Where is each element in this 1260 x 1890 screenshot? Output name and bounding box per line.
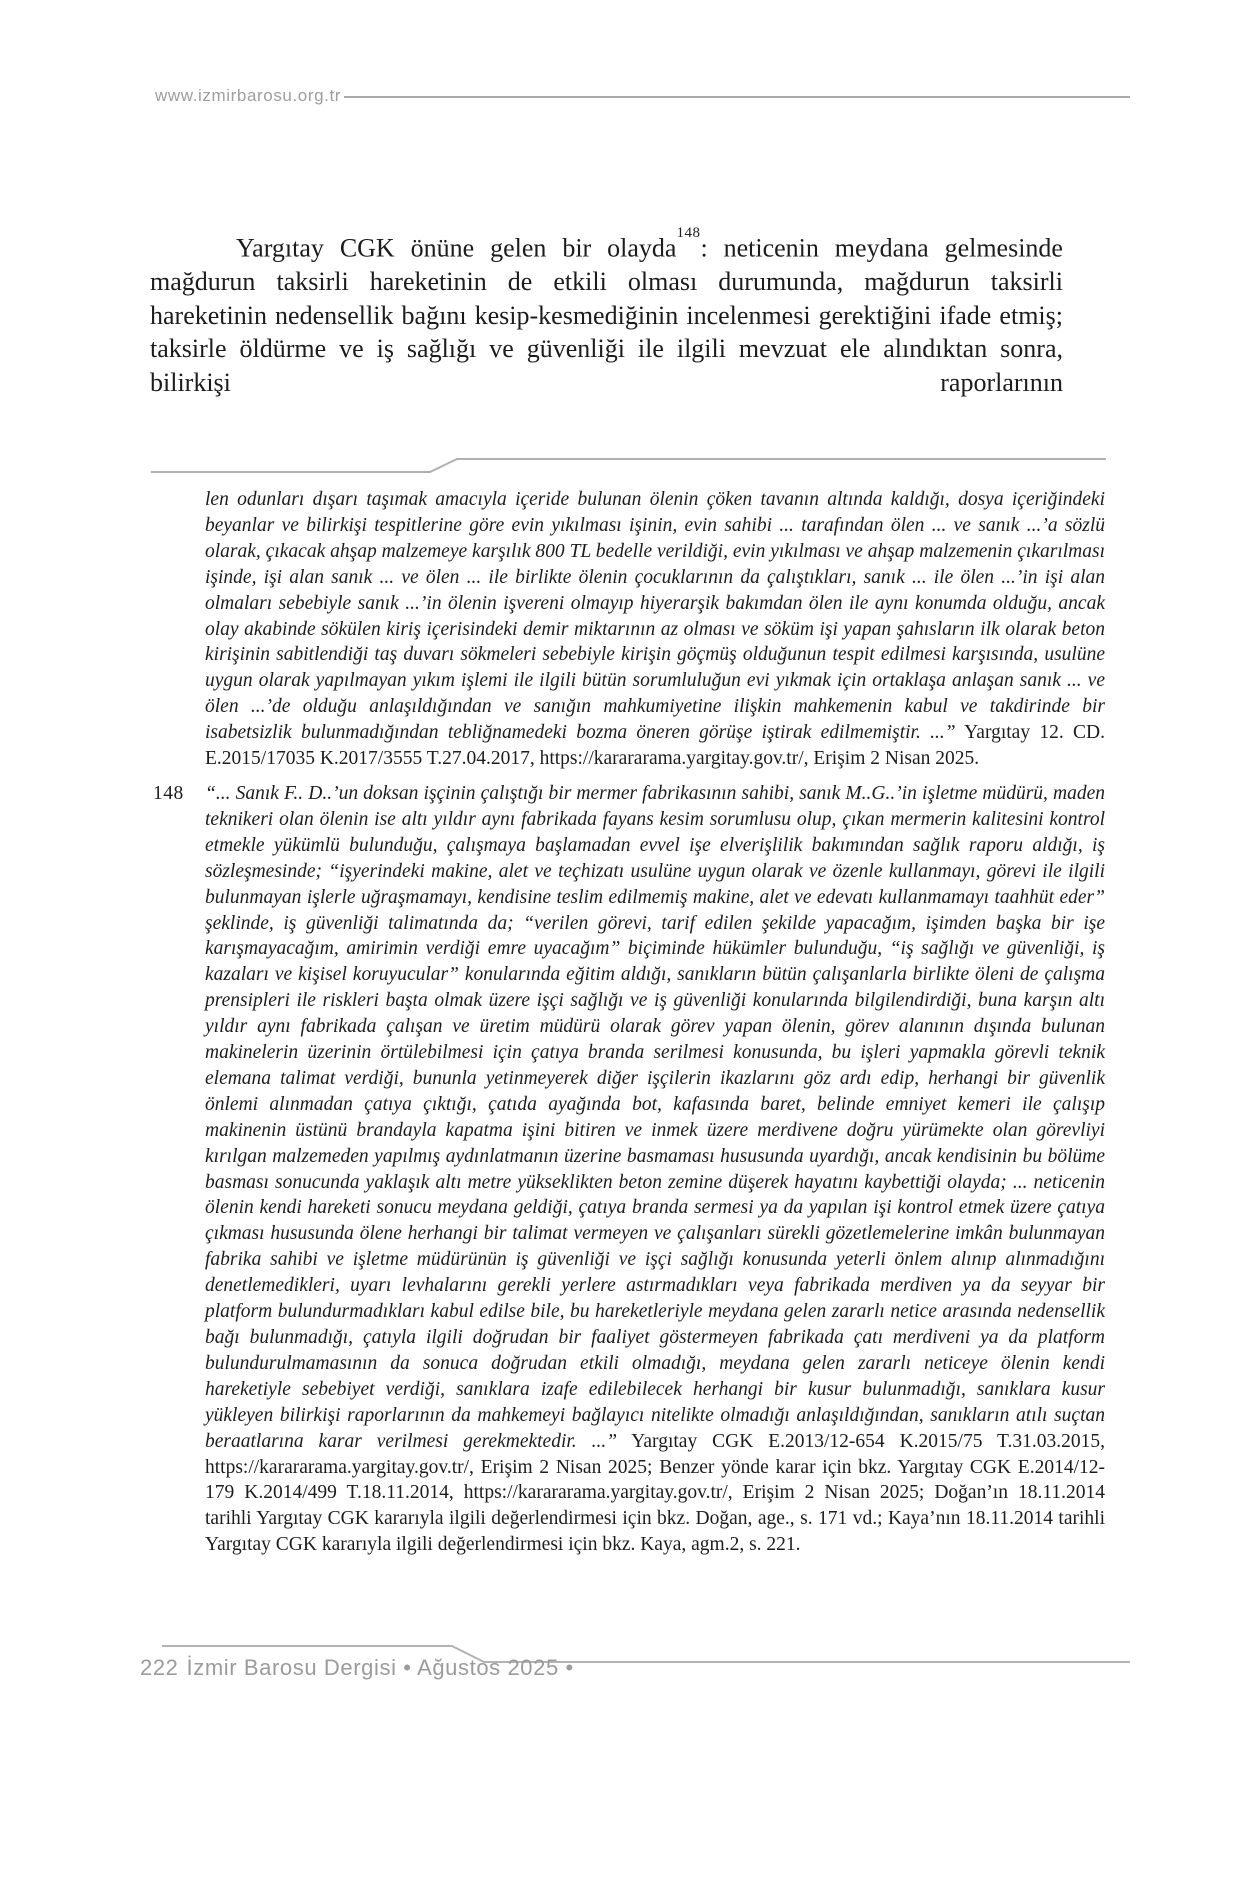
body-text-before-ref: Yargıtay CGK önüne gelen bir olayda: [236, 233, 677, 263]
header-rule: [344, 96, 1130, 98]
footnote-148-quote: “... Sanık F.. D..’un doksan işçinin çalıştığı bir mermer fabrikasının sahibi, sanık M..G..’in işletme müdürü, maden teknikeri olan ölenin ise altı yıldır aynı fabrikada fayans kesim sorumlusu olup, çıkan mermerin kalitesini kontrol etmekle yükümlü bulunduğu, çalışmaya başlamadan evvel işe elverişlilik bakımından sağlık raporu aldığı, iş sözleşmesinde; “işyerindeki makine, alet ve teçhizatı usulüne uygun olarak ve özenle kullanmayı, görevi ile ilgili bulunmayan işlerle uğraşmamayı, kendisine teslim edilmemiş makine, alet ve edevatı kullanmamayı taahhüt eder” şeklinde, iş güvenliği talimatında da; “verilen görevi, tarif edilen şekilde yapacağım, işimden başka bir işe karışmayacağım, amirimin verdiği emre uyacağım” biçiminde hükümler bulunduğu, “iş sağlığı ve güvenliği, iş kazaları ve kişisel koruyucular” konularında eğitim aldığı, sanıkların bütün çalışanlarla birlikte öleni de çalışma prensipleri ile riskleri başta olmak üzere işçi sağlığı ve iş güvenliği konularında bilgilendirdiği, buna karşın altı yıldır aynı fabrikada çalışan ve üretim müdürü olarak görev yapan ölenin, görev alanının dışında bulunan makinelerin üzerinin örtülebilmesi için çatıya branda serilmesi konusunda, bu işleri yapmakla görevli teknik elemana talimat verdiği, bununla yetinmeyerek diğer işçilerin ikazlarını göz ardı edip, herhangi bir güvenlik önlemi alınmadan çatıya çıktığı, çatıda ayağında bot, kafasında baret, belinde emniyet kemeri ile çalışıp makinenin üstünü brandayla kapatma işini bitiren ve inmek üzere merdivene doğru yürümekte olan görevliyi kırılgan malzemeden yapılmış aydınlatmanın üzerine basmaması hususunda uyardığı, ancak kendisinin bu bölüme basması sonucunda yaklaşık altı metre yükseklikten beton zemine düşerek hayatını kaybettiği olayda; ... neticenin ölenin kendi hareketi sonucu meydana geldiği, çatıya branda sermesi ya da yapılan işi kontrol etmek üzere çatıya çıkması hususunda ölene herhangi bir talimat vermeyen ve çalışanları sürekli gözetlemelerine imkân bulunmayan fabrika sahibi ve işletme müdürünün iş güvenliği ve işçi sağlığı konusunda yeterli önlem alınıp alınmadığını denetlemedikleri, uyarı levhalarını gerekli yerlere astırmadıkları veya fabrikada merdiven ya da seyyar bir platform bulundurmadıkları kabul edilse bile, bu hareketleriyle meydana gelen zararlı netice arasında nedensellik bağı bulunmadığı, çatıyla ilgili doğrudan bir faaliyet göstermeyen fabrikada çatı merdiveni ya da platform bulundurulmamasının da sonuca doğrudan etkili olmadığı, meydana gelen zararlı neticeye ölenin kendi hareketiyle sebebiyet verdiği, sanıklara izafe edilebilecek herhangi bir kusur bulunmadığı, sanıklara kusur yükleyen bilirkişi raporlarının da mahkemeyi bağlayıcı nitelikte olmadığı anlaşıldığından, sanıkların atılı suçtan beraatlarına karar verilmesi gerekmektedir. ...”: [205, 782, 1105, 1452]
footnote-continuation-quote: len odunları dışarı taşımak amacıyla içeride bulunan ölenin çöken tavanın altında kaldığı, dosya içeriğindeki beyanlar ve bilirkişi tespitlerine göre evin yıkılması işinin, evin sahibi ... tarafından ölen ... ve sanık ...’a sözlü olarak, çıkacak ahşap malzemeye karşılık 800 TL bedelle verildiği, evin yıkılması ve ahşap malzemenin çıkarılması işinde, işi alan sanık ... ve ölen ... ile birlikte ölenin çocuklarının da çalıştıkları, sanık ... ile ölen ...’in işi alan olmaları sebebiyle sanık ...’in ölenin işvereni olmayıp hiyerarşik bakımdan ölen ile aynı konumda olduğu, ancak olay akabinde sökülen kiriş içerisindeki demir miktarının az olması ve söküm işi yapan şahısların ilk olarak beton kirişinin sabitlendiği taş duvarı sökmeleri sebebiyle kirişin göçmüş olduğunun tespit edilmesi karşısında, usulüne uygun olarak yapılmayan yıkım işlemi ile ilgili bütün sorumluluğun evi yıkmak için ortaklaşa anlaşan sanık ... ve ölen ...’de olduğu anlaşıldığından ve sanığın mahkumiyetine ilişkin mahkemenin kabul ve takdirinde bir isabetsizlik bulunmadığından tebliğnamedeki bozma öneren görüşe iştirak edilmemiştir. ...”: [205, 489, 1105, 744]
page-footer: [140, 1655, 574, 1681]
body-paragraph: [150, 227, 1063, 400]
page-number: 222: [140, 1655, 179, 1680]
footnotes-section: [150, 487, 1105, 1558]
footnote-continuation-citation: Yargıtay 12. CD. E.2015/17035 K.2017/3555 T.27.04.2017, https://karararama.yargitay.gov.tr/, Erişim 2 Nisan 2025.: [205, 722, 1105, 770]
footnote-148: [150, 781, 1105, 1558]
footnote-ref-148: 148: [676, 225, 701, 241]
footnote-148-citation: Yargıtay CGK E.2013/12-654 K.2015/75 T.31.03.2015, https://karararama.yargitay.gov.tr/, Erişim 2 Nisan 2025; Benzer yönde karar için bkz. Yargıtay CGK E.2014/12-179 K.2014/499 T.18.11.2014, https://karararama.yargitay.gov.tr/, Erişim 2 Nisan 2025; Doğan’ın 18.11.2014 tarihli Yargıtay CGK kararıyla ilgili değerlendirmesi için bkz. Doğan, age., s. 171 vd.; Kaya’nın 18.11.2014 tarihli Yargıtay CGK kararıyla ilgili değerlendirmesi için bkz. Kaya, agm.2, s. 221.: [205, 1430, 1105, 1556]
footnote-148-number: 148: [153, 782, 184, 804]
footnote-separator: [150, 455, 1108, 477]
page-header: [155, 86, 1130, 106]
header-site-url: www.izmirbarosu.org.tr: [155, 86, 342, 105]
journal-title-line: İzmir Barosu Dergisi • Ağustos 2025 •: [186, 1655, 574, 1680]
footnote-continuation: [150, 487, 1105, 772]
body-text-after-ref: : neticenin meydana gelmesinde mağdurun taksirli hareketinin de etkili olması durumunda, mağdurun taksirli hareketinin nedensellik bağını kesip-kesmediğinin incelenmesi gerektiğini ifade etmiş; taksirle öldürme ve iş sağlığı ve güvenliği ile ilgili mevzuat ele alındıktan sonra, bilirkişi raporlarının: [150, 233, 1063, 398]
